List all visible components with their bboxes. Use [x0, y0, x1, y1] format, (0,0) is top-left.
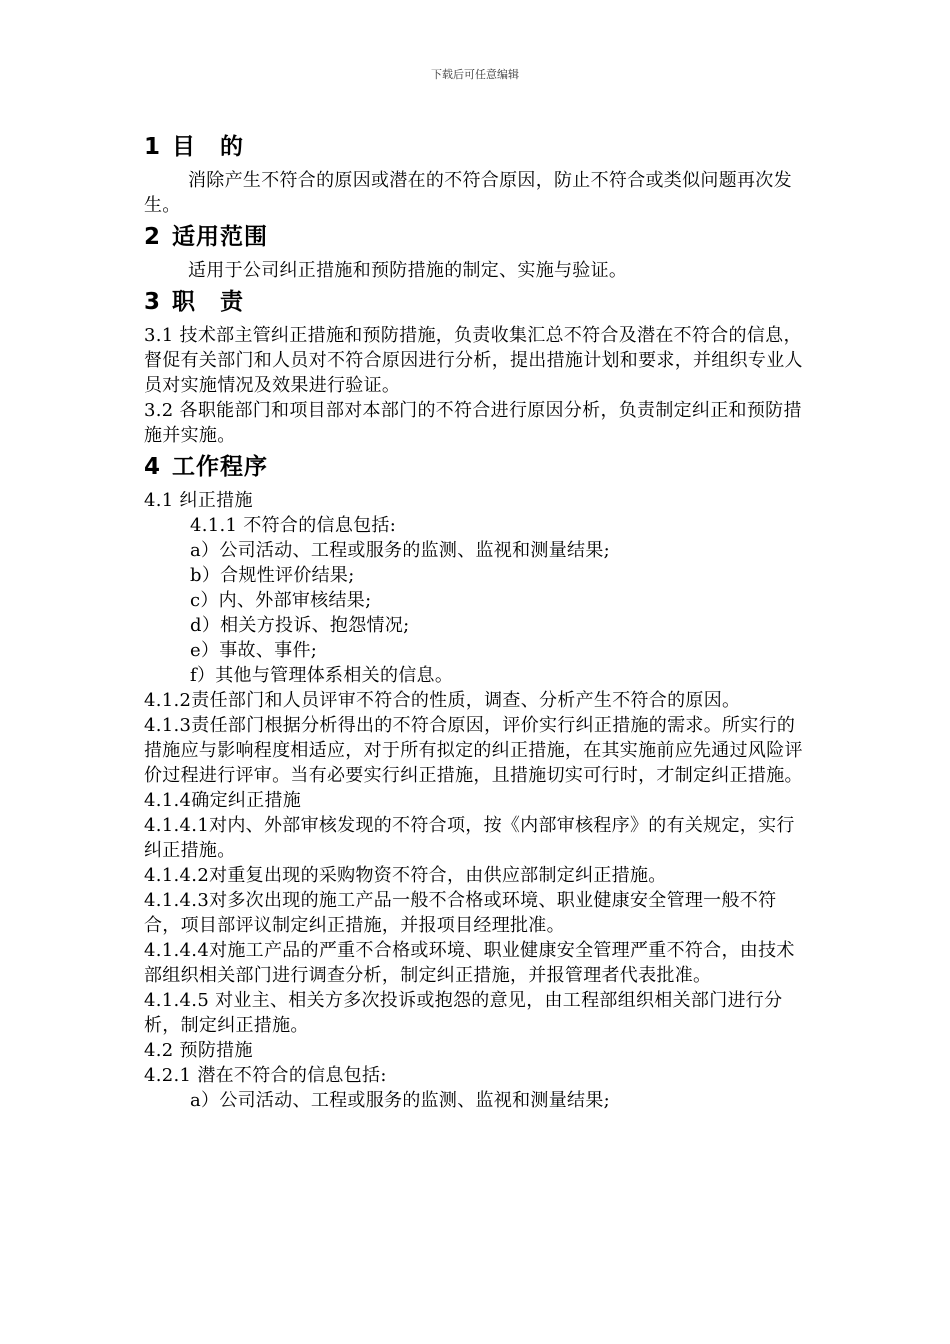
paragraph-3-1: 3.1 技术部主管纠正措施和预防措施，负责收集汇总不符合及潜在不符合的信息，督促有关部门和人员对不符合原因进行分析，提出措施计划和要求，并组织专业人员对实施情况及效果进行验证。 [144, 325, 803, 396]
paragraph-4-1-2: 4.1.2责任部门和人员评审不符合的性质，调查、分析产生不符合的原因。 [144, 690, 741, 711]
section-title: 目 的 [172, 134, 244, 160]
list-item: d）相关方投诉、抱怨情况; [190, 615, 410, 636]
section-1-body: 消除产生不符合的原因或潜在的不符合原因，防止不符合或类似问题再次发生。 [144, 170, 792, 216]
section-2-body: 适用于公司纠正措施和预防措施的制定、实施与验证。 [188, 260, 628, 281]
paragraph-4-1-4-3: 4.1.4.3对多次出现的施工产品一般不合格或环境、职业健康安全管理一般不符合，项目部评议制定纠正措施，并报项目经理批准。 [144, 890, 777, 936]
list-item: a）公司活动、工程或服务的监测、监视和测量结果; [190, 1090, 610, 1111]
paragraph-4-1-4-2: 4.1.4.2对重复出现的采购物资不符合，由供应部制定纠正措施。 [144, 865, 667, 886]
document-body [144, 128, 806, 1113]
paragraph-4-1-3: 4.1.3责任部门根据分析得出的不符合原因，评价实行纠正措施的需求。所实行的措施应与影响程度相适应，对于所有拟定的纠正措施，在其实施前应先通过风险评价过程进行评审。当有必要实行纠正措施，且措施切实可行时，才制定纠正措施。 [144, 715, 803, 786]
section-number: 1 [144, 134, 162, 160]
section-title: 工作程序 [172, 454, 268, 480]
paragraph-4-1-4-5: 4.1.4.5 对业主、相关方多次投诉或抱怨的意见，由工程部组织相关部门进行分析，制定纠正措施。 [144, 990, 783, 1036]
list-item: f）其他与管理体系相关的信息。 [190, 665, 454, 686]
paragraph-3-2: 3.2 各职能部门和项目部对本部门的不符合进行原因分析，负责制定纠正和预防措施并实施。 [144, 400, 802, 446]
section-title: 职 责 [172, 289, 244, 315]
paragraph-4-1-4-4: 4.1.4.4对施工产品的严重不合格或环境、职业健康安全管理严重不符合，由技术部组织相关部门进行调查分析，制定纠正措施，并报管理者代表批准。 [144, 940, 795, 986]
list-item: a）公司活动、工程或服务的监测、监视和测量结果; [190, 540, 610, 561]
page-header-note: 下载后可任意编辑 [431, 68, 519, 81]
paragraph-4-1-4: 4.1.4确定纠正措施 [144, 790, 302, 811]
paragraph-4-1-1: 4.1.1 不符合的信息包括: [190, 515, 397, 536]
section-3-heading [144, 285, 806, 319]
list-item: b）合规性评价结果; [190, 565, 355, 586]
section-4-heading [144, 450, 806, 484]
paragraph-4-1-4-1: 4.1.4.1对内、外部审核发现的不符合项，按《内部审核程序》的有关规定，实行纠正措施。 [144, 815, 795, 861]
section-title: 适用范围 [172, 224, 268, 250]
section-number: 4 [144, 454, 162, 480]
section-number: 2 [144, 224, 162, 250]
section-number: 3 [144, 289, 162, 315]
section-1-heading [144, 130, 806, 164]
list-item: c）内、外部审核结果; [190, 590, 372, 611]
section-2-heading [144, 220, 806, 254]
paragraph-4-2-1: 4.2.1 潜在不符合的信息包括: [144, 1065, 387, 1086]
paragraph-4-2: 4.2 预防措施 [144, 1040, 253, 1061]
paragraph-4-1: 4.1 纠正措施 [144, 490, 253, 511]
list-item: e）事故、事件; [190, 640, 318, 661]
